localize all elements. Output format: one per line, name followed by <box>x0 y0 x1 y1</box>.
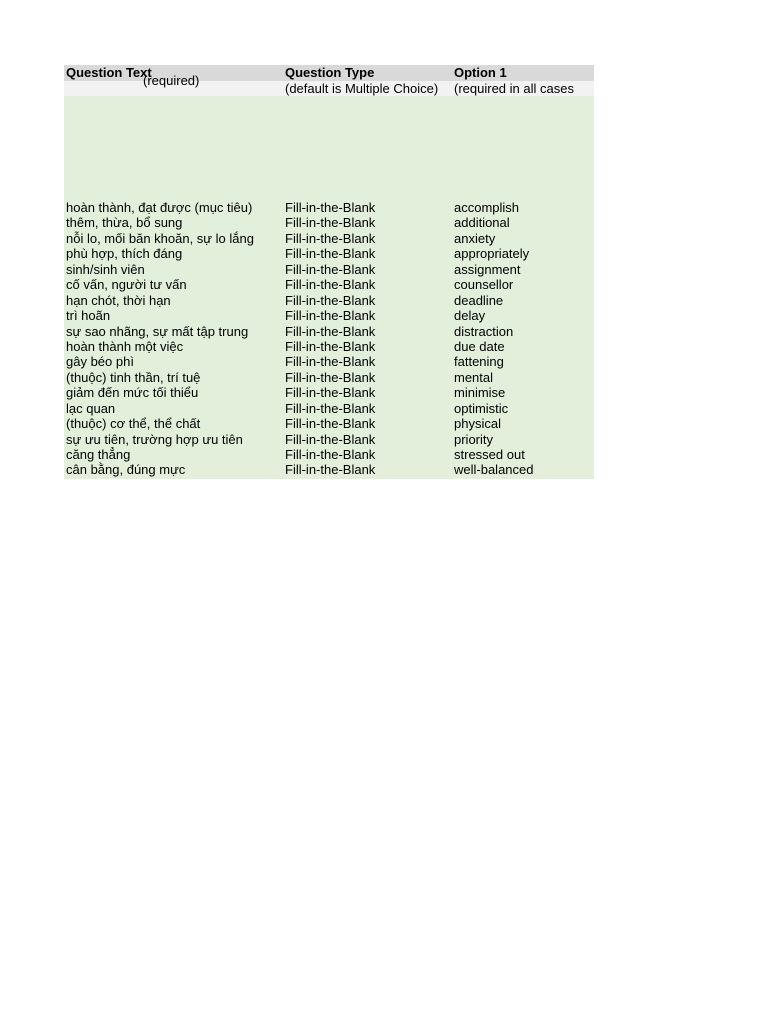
option-1-cell: stressed out <box>454 447 525 462</box>
table-row <box>64 293 594 308</box>
option-1-cell: fattening <box>454 354 504 370</box>
question-text-cell: căng thẳng <box>66 447 131 462</box>
option-1-cell: due date <box>454 338 505 354</box>
question-type-cell: Fill-in-the-Blank <box>285 292 376 308</box>
question-type-cell: Fill-in-the-Blank <box>285 385 376 401</box>
table-row <box>64 447 594 462</box>
question-type-cell: Fill-in-the-Blank <box>285 431 376 447</box>
question-text-cell: sự sao nhãng, sự mất tập trung <box>66 323 249 339</box>
option-1-cell: deadline <box>454 292 504 308</box>
question-type-cell: Fill-in-the-Blank <box>285 200 376 215</box>
subheader-option-1: (required in all cases <box>454 81 574 96</box>
question-text-cell: (thuộc) cơ thể, thể chất <box>66 416 201 432</box>
question-type-cell: Fill-in-the-Blank <box>285 277 376 293</box>
table-row <box>64 401 594 416</box>
question-type-cell: Fill-in-the-Blank <box>285 354 376 370</box>
table-row <box>64 432 594 447</box>
question-text-cell: hạn chót, thời hạn <box>66 292 171 308</box>
question-type-cell: Fill-in-the-Blank <box>285 261 376 277</box>
question-text-cell: giảm đến mức tối thiểu <box>66 385 199 401</box>
question-text-cell: cố vấn, người tư vấn <box>66 277 187 293</box>
table-row <box>64 215 594 230</box>
question-text-cell: lạc quan <box>66 400 116 416</box>
question-type-cell: Fill-in-the-Blank <box>285 416 376 432</box>
header-question-type: Question Type <box>285 65 375 80</box>
subheader-question-text: (required) <box>143 73 200 88</box>
table-row <box>64 416 594 431</box>
question-text-cell: trì hoãn <box>66 308 111 324</box>
option-1-cell: mental <box>454 369 494 385</box>
table-row <box>64 200 594 215</box>
option-1-cell: delay <box>454 308 486 324</box>
question-type-cell: Fill-in-the-Blank <box>285 462 376 478</box>
table-row <box>64 324 594 339</box>
option-1-cell: minimise <box>454 385 506 401</box>
table-row <box>64 462 594 477</box>
question-type-cell: Fill-in-the-Blank <box>285 338 376 354</box>
table-row <box>64 262 594 277</box>
table-row <box>64 246 594 261</box>
question-text-cell: hoàn thành, đạt được (mục tiêu) <box>66 200 253 215</box>
question-text-cell: phù hợp, thích đáng <box>66 246 183 262</box>
option-1-cell: additional <box>454 215 510 231</box>
question-type-cell: Fill-in-the-Blank <box>285 323 376 339</box>
question-text-cell: cân bằng, đúng mực <box>66 462 186 478</box>
table-row <box>64 231 594 246</box>
question-type-cell: Fill-in-the-Blank <box>285 308 376 324</box>
option-1-cell: optimistic <box>454 400 509 416</box>
subheader-question-text-cell <box>64 73 283 96</box>
question-text-cell: sự ưu tiên, trường hợp ưu tiên <box>66 431 243 447</box>
question-type-cell: Fill-in-the-Blank <box>285 369 376 385</box>
option-1-cell: anxiety <box>454 230 496 246</box>
question-text-cell: sinh/sinh viên <box>66 261 145 277</box>
header-question-text: Question Text <box>66 65 152 80</box>
table-row <box>64 277 594 292</box>
data-rows <box>64 200 594 479</box>
subheader-question-type: (default is Multiple Choice) <box>285 81 439 96</box>
question-text-cell: thêm, thừa, bổ sung <box>66 215 183 231</box>
table-row <box>64 385 594 400</box>
option-1-cell: distraction <box>454 323 514 339</box>
question-text-cell: gây béo phì <box>66 354 134 370</box>
option-1-cell: counsellor <box>454 277 514 293</box>
question-type-cell: Fill-in-the-Blank <box>285 215 376 231</box>
option-1-cell: appropriately <box>454 246 530 262</box>
question-text-cell: nỗi lo, mối băn khoăn, sự lo lắng <box>66 230 254 246</box>
question-type-cell: Fill-in-the-Blank <box>285 230 376 246</box>
question-type-cell: Fill-in-the-Blank <box>285 246 376 262</box>
table-row <box>64 308 594 323</box>
subheader-row <box>64 73 594 96</box>
question-type-cell: Fill-in-the-Blank <box>285 447 376 462</box>
option-1-cell: assignment <box>454 261 521 277</box>
question-type-cell: Fill-in-the-Blank <box>285 400 376 416</box>
question-text-cell: (thuộc) tinh thần, trí tuệ <box>66 369 201 385</box>
option-1-cell: well-balanced <box>454 462 534 478</box>
option-1-cell: priority <box>454 431 494 447</box>
empty-rows <box>64 96 594 200</box>
spreadsheet <box>64 65 594 479</box>
table-row <box>64 339 594 354</box>
option-1-cell: accomplish <box>454 200 520 215</box>
table-row <box>64 370 594 385</box>
header-option-1: Option 1 <box>454 65 507 80</box>
table-row <box>64 354 594 369</box>
question-text-cell: hoàn thành một việc <box>66 338 184 354</box>
option-1-cell: physical <box>454 416 501 432</box>
